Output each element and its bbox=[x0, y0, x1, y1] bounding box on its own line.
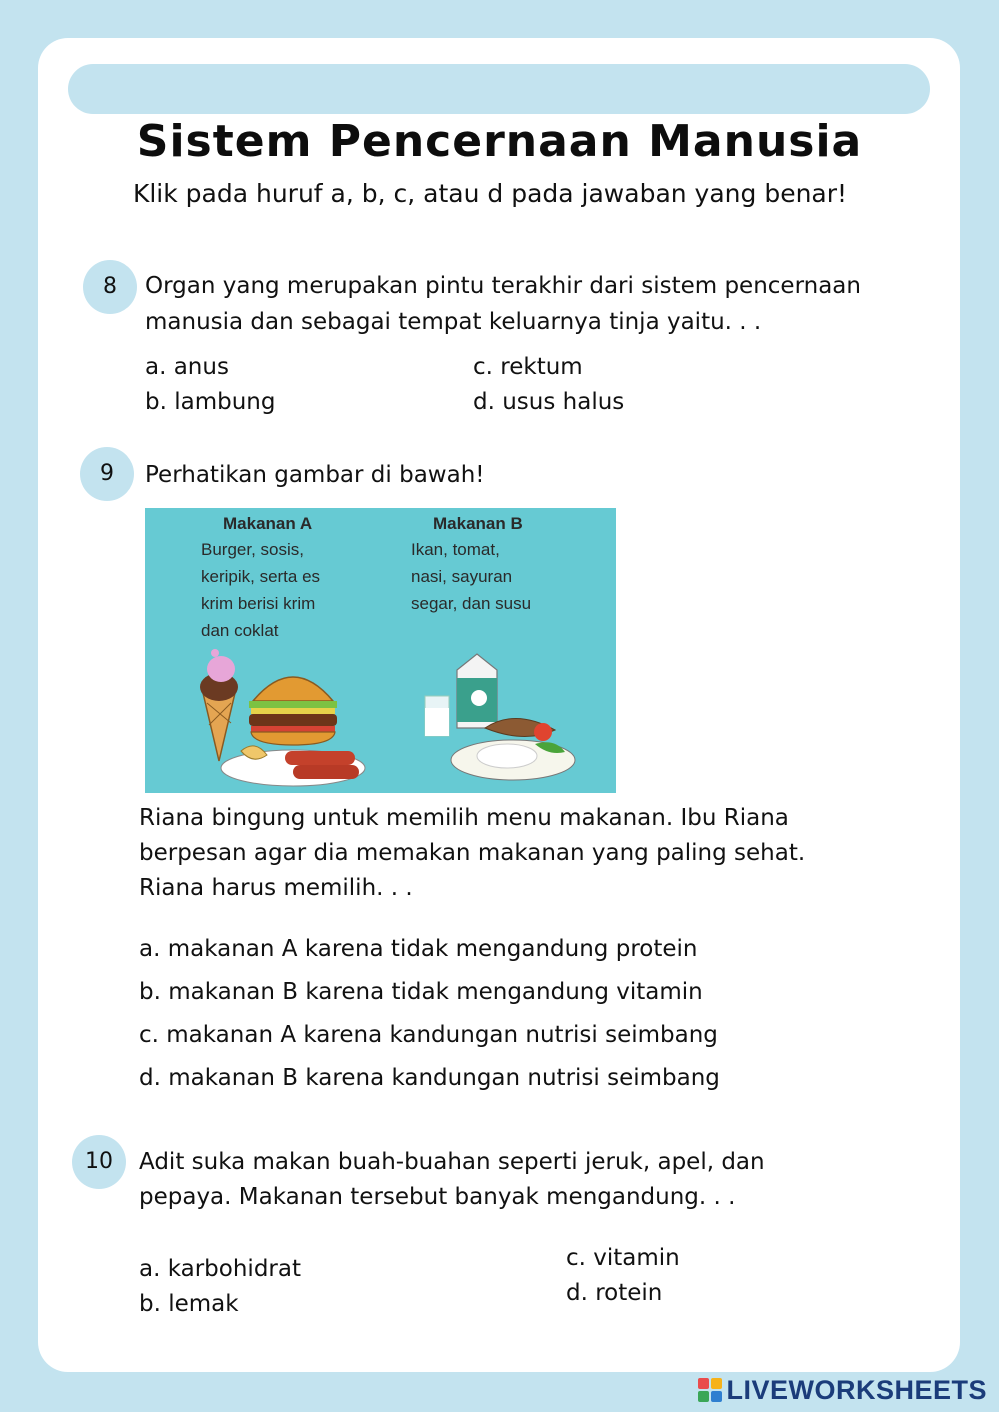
question-number-8: 8 bbox=[83, 260, 137, 314]
question-9-story-line-1: Riana bingung untuk memilih menu makanan. Ibu Riana bbox=[139, 805, 789, 831]
logo-blocks-icon bbox=[698, 1378, 722, 1402]
question-8-line-2: manusia dan sebagai tempat keluarnya tinja yaitu. . . bbox=[145, 309, 762, 335]
q8-option-b[interactable]: b. lambung bbox=[145, 389, 276, 415]
food-b-column bbox=[411, 514, 531, 617]
logo-block bbox=[698, 1378, 709, 1389]
question-9-story-line-2: berpesan agar dia memakan makanan yang paling sehat. bbox=[139, 840, 806, 866]
food-b-line: segar, dan susu bbox=[411, 594, 532, 613]
q9-option-b[interactable]: b. makanan B karena tidak mengandung vitamin bbox=[139, 979, 703, 1005]
food-a-line: keripik, serta es bbox=[201, 567, 321, 586]
question-10-line-2: pepaya. Makanan tersebut banyak mengandung. . . bbox=[139, 1184, 736, 1210]
liveworksheets-logo[interactable] bbox=[698, 1373, 987, 1407]
food-a-line: Burger, sosis, bbox=[201, 540, 304, 559]
logo-block bbox=[711, 1378, 722, 1389]
food-b-desc bbox=[411, 536, 531, 617]
food-b-line: nasi, sayuran bbox=[411, 567, 513, 586]
food-b-title: Makanan B bbox=[433, 514, 523, 533]
question-number-9: 9 bbox=[80, 447, 134, 501]
instruction-text: Klik pada huruf a, b, c, atau d pada jawaban yang benar! bbox=[132, 179, 848, 208]
question-10-line-1: Adit suka makan buah-buahan seperti jeruk, apel, dan bbox=[139, 1149, 765, 1175]
q9-option-a[interactable]: a. makanan A karena tidak mengandung protein bbox=[139, 936, 698, 962]
logo-block bbox=[711, 1391, 722, 1402]
q8-option-d[interactable]: d. usus halus bbox=[473, 389, 625, 415]
header-bar bbox=[68, 64, 930, 114]
q10-option-a[interactable]: a. karbohidrat bbox=[139, 1256, 301, 1282]
question-number-10: 10 bbox=[72, 1135, 126, 1189]
q8-option-a[interactable]: a. anus bbox=[145, 354, 229, 380]
q10-option-d[interactable]: d. rotein bbox=[566, 1280, 663, 1306]
q10-option-c[interactable]: c. vitamin bbox=[566, 1245, 680, 1271]
q10-option-b[interactable]: b. lemak bbox=[139, 1291, 239, 1317]
q9-option-d[interactable]: d. makanan B karena kandungan nutrisi seimbang bbox=[139, 1065, 720, 1091]
page-title: Sistem Pencernaan Manusia bbox=[136, 116, 863, 167]
q8-option-c[interactable]: c. rektum bbox=[473, 354, 583, 380]
logo-text: LIVEWORKSHEETS bbox=[726, 1374, 987, 1405]
food-b-line: Ikan, tomat, bbox=[411, 540, 500, 559]
food-a-column bbox=[201, 514, 320, 644]
food-a-title: Makanan A bbox=[223, 514, 313, 533]
healthy-food-illustration bbox=[415, 648, 585, 793]
question-8-line-1: Organ yang merupakan pintu terakhir dari sistem pencernaan bbox=[145, 273, 861, 299]
food-a-line: dan coklat bbox=[201, 621, 279, 640]
question-9-prompt: Perhatikan gambar di bawah! bbox=[145, 462, 485, 488]
junk-food-illustration bbox=[193, 643, 373, 793]
q9-option-c[interactable]: c. makanan A karena kandungan nutrisi seimbang bbox=[139, 1022, 718, 1048]
food-a-line: krim berisi krim bbox=[201, 594, 316, 613]
food-a-desc bbox=[201, 536, 320, 644]
question-9-story-line-3: Riana harus memilih. . . bbox=[139, 875, 413, 901]
logo-block bbox=[698, 1391, 709, 1402]
food-comparison-image bbox=[145, 508, 616, 793]
